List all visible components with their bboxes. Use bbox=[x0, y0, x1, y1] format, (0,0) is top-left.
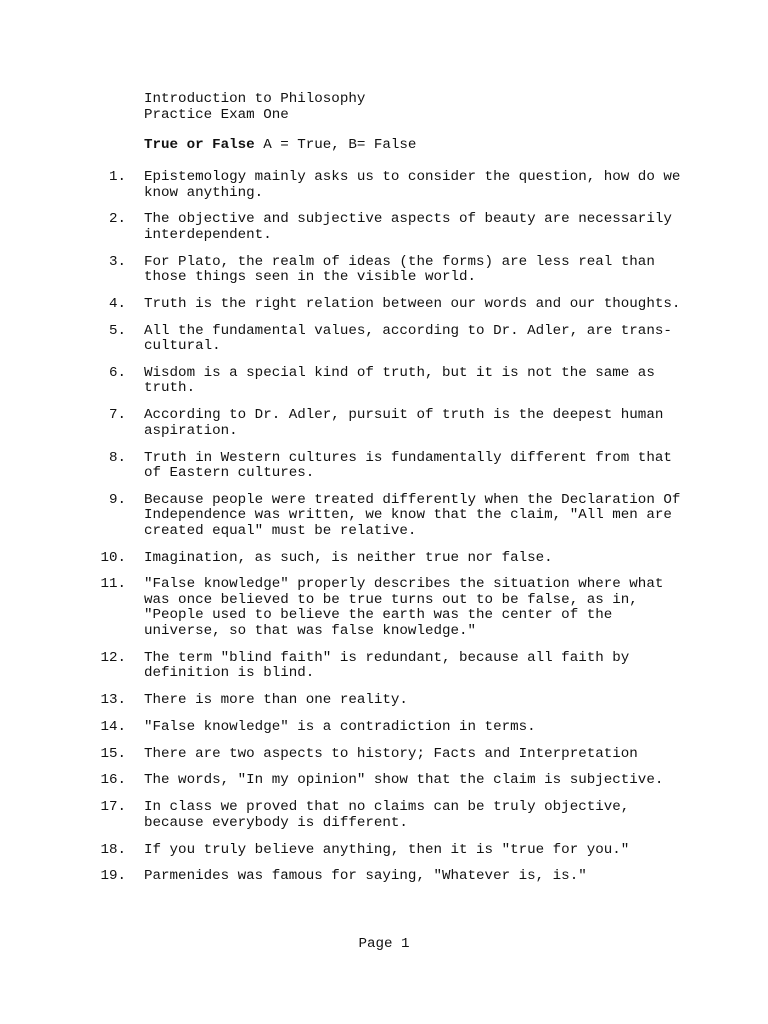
question-item bbox=[0, 170, 768, 201]
question-number: 18. bbox=[100, 841, 126, 858]
question-item bbox=[0, 843, 768, 859]
question-item bbox=[0, 212, 768, 243]
question-number: 5. bbox=[108, 322, 126, 339]
question-text: The objective and subjective aspects of beauty are necessarily interdependent. bbox=[144, 211, 672, 243]
question-item bbox=[0, 324, 768, 355]
question-text: There are two aspects to history; Facts and Interpretation bbox=[144, 745, 638, 762]
question-item bbox=[0, 747, 768, 763]
question-item bbox=[0, 720, 768, 736]
question-text: Truth is the right relation between our words and our thoughts. bbox=[144, 295, 681, 312]
question-number: 14. bbox=[100, 718, 126, 735]
question-item bbox=[0, 869, 768, 885]
exam-title: Practice Exam One bbox=[144, 106, 289, 123]
question-text: The words, "In my opinion" show that the claim is subjective. bbox=[144, 772, 664, 789]
answer-key: A = True, B= False bbox=[254, 137, 417, 153]
question-text: If you truly believe anything, then it is "true for you." bbox=[144, 841, 630, 858]
question-item bbox=[0, 577, 768, 639]
question-number: 15. bbox=[100, 745, 126, 762]
question-text: "False knowledge" is a contradiction in terms. bbox=[144, 718, 536, 735]
question-item bbox=[0, 693, 768, 709]
question-number: 19. bbox=[100, 868, 126, 885]
question-item bbox=[0, 551, 768, 567]
question-number: 11. bbox=[100, 576, 126, 593]
question-item bbox=[0, 255, 768, 286]
question-text: The term "blind faith" is redundant, because all faith by definition is blind. bbox=[144, 649, 630, 682]
course-title: Introduction to Philosophy bbox=[144, 91, 366, 107]
question-text: Epistemology mainly asks us to consider the question, how do we know anything. bbox=[144, 169, 681, 201]
question-number: 4. bbox=[108, 295, 126, 312]
section-instructions bbox=[144, 138, 416, 154]
question-number: 16. bbox=[100, 772, 126, 789]
question-item bbox=[0, 297, 768, 313]
question-text: Truth in Western cultures is fundamentally different from that of Eastern cultures. bbox=[144, 449, 672, 482]
question-text: Parmenides was famous for saying, "Whatever is, is." bbox=[144, 868, 587, 885]
question-item bbox=[0, 408, 768, 439]
question-item bbox=[0, 366, 768, 397]
question-number: 6. bbox=[108, 364, 126, 381]
question-text: "False knowledge" properly describes the situation where what was once believed to be true turns out to be false, as in, "People used to believe the earth was the center of the universe, so that was false knowledge." bbox=[144, 576, 664, 639]
question-text: For Plato, the realm of ideas (the forms) are less real than those things seen in the visible world. bbox=[144, 253, 655, 286]
section-heading: True or False bbox=[144, 137, 255, 153]
question-number: 1. bbox=[108, 169, 126, 185]
question-text: According to Dr. Adler, pursuit of truth is the deepest human aspiration. bbox=[144, 407, 664, 439]
question-item bbox=[0, 451, 768, 482]
question-number: 3. bbox=[108, 253, 126, 270]
question-item bbox=[0, 800, 768, 831]
question-text: All the fundamental values, according to Dr. Adler, are trans-cultural. bbox=[144, 322, 672, 355]
question-number: 7. bbox=[108, 407, 126, 424]
question-number: 2. bbox=[108, 211, 126, 228]
question-item bbox=[0, 773, 768, 789]
question-number: 13. bbox=[100, 692, 126, 709]
question-text: Imagination, as such, is neither true nor false. bbox=[144, 549, 553, 566]
question-text: In class we proved that no claims can be truly objective, because everybody is different. bbox=[144, 799, 630, 831]
document-header bbox=[144, 92, 365, 123]
question-text: Wisdom is a special kind of truth, but it is not the same as truth. bbox=[144, 364, 655, 397]
question-number: 12. bbox=[100, 649, 126, 666]
question-number: 9. bbox=[108, 491, 126, 508]
question-text: There is more than one reality. bbox=[144, 692, 408, 709]
question-item bbox=[0, 651, 768, 682]
question-list bbox=[0, 170, 768, 896]
question-number: 8. bbox=[108, 449, 126, 466]
question-number: 17. bbox=[100, 799, 126, 816]
question-item bbox=[0, 493, 768, 540]
question-number: 10. bbox=[100, 549, 126, 566]
page-number: Page 1 bbox=[358, 936, 410, 952]
question-text: Because people were treated differently when the Declaration Of Independence was written, we know that the claim, "All men are created equal" must be relative. bbox=[144, 491, 681, 539]
